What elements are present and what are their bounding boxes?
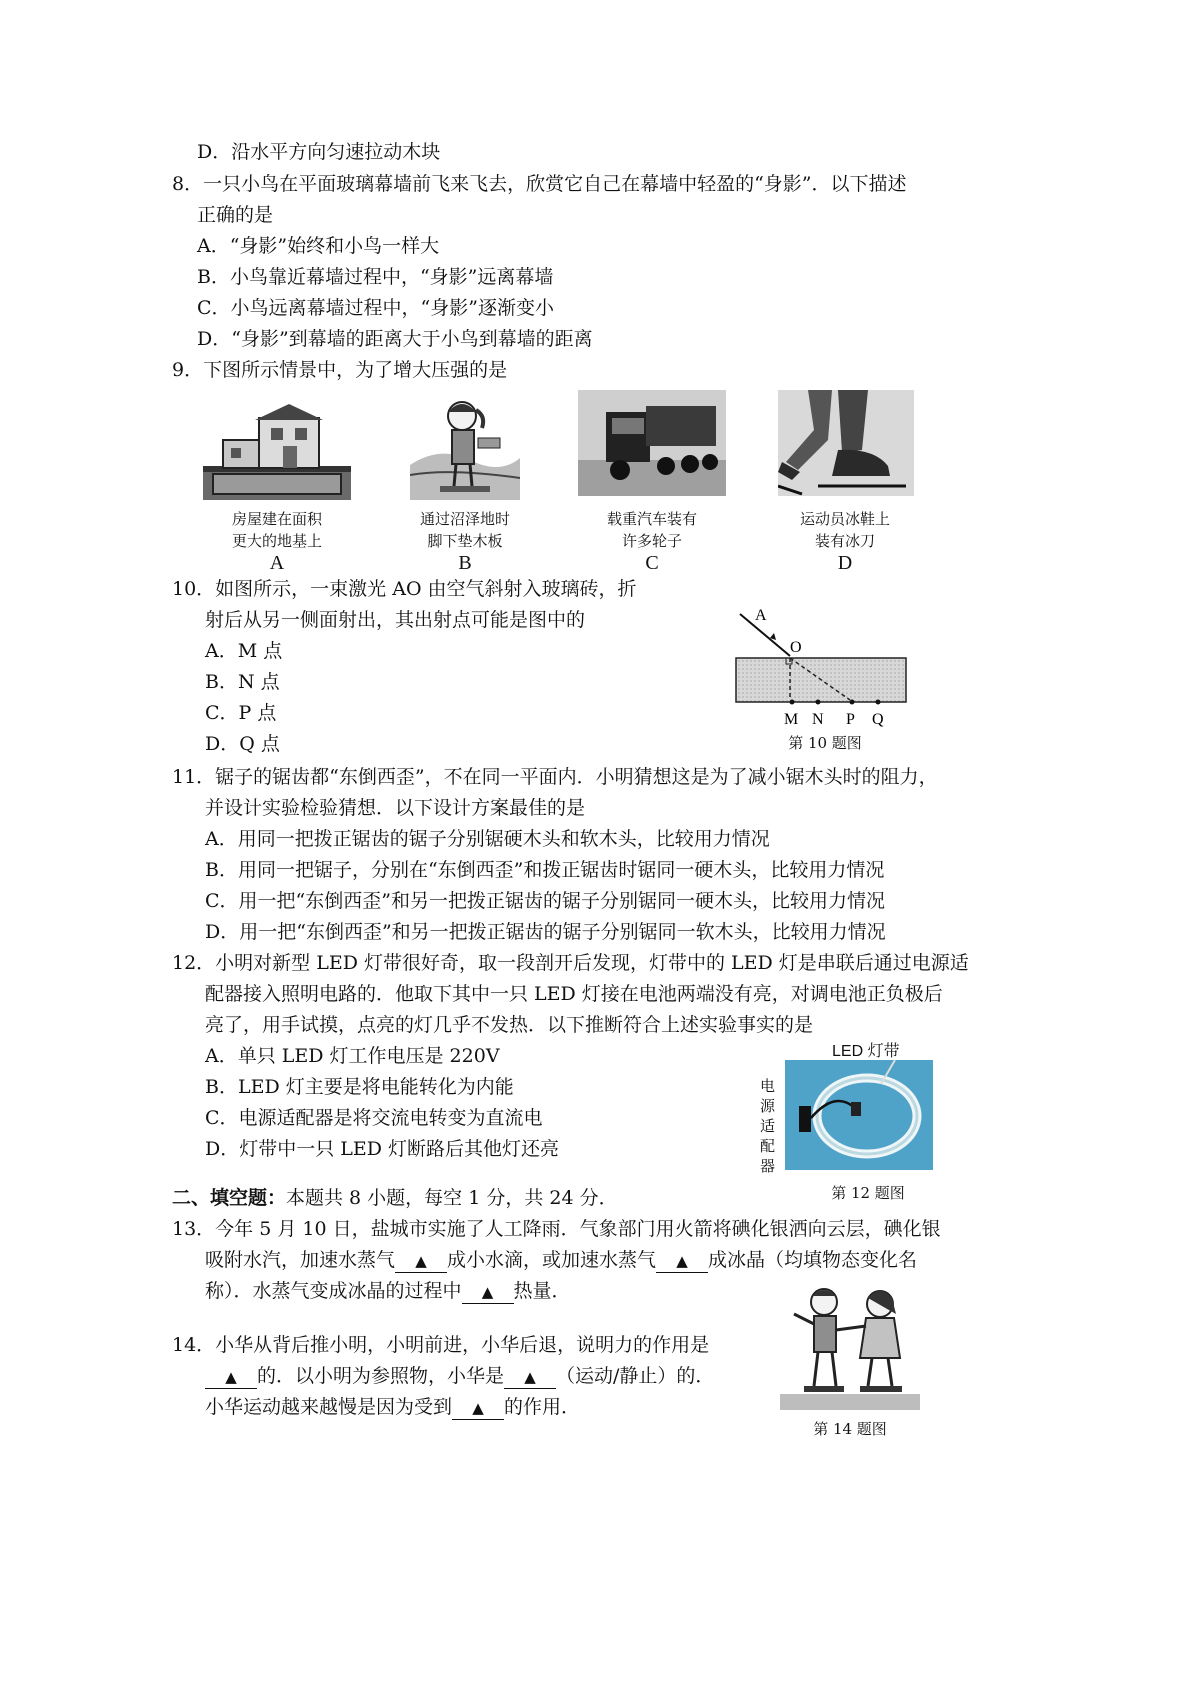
q13-blank-1[interactable] xyxy=(395,1249,447,1273)
q13-blank-2[interactable] xyxy=(656,1249,708,1273)
q9-stem: 9．下图所示情景中，为了增大压强的是 xyxy=(172,359,508,381)
q13-line3-part-a: 称）．水蒸气变成冰晶的过程中 xyxy=(205,1280,462,1302)
q12-option-d: D．灯带中一只 LED 灯断路后其他灯还亮 xyxy=(205,1138,560,1160)
figure-12-caption: 第 12 题图 xyxy=(831,1184,905,1202)
q13-line2 xyxy=(205,1248,917,1273)
q10-option-a: A．M 点 xyxy=(205,640,283,662)
label-a: A xyxy=(755,607,767,624)
q10-option-d: D．Q 点 xyxy=(205,733,280,755)
q11-option-a: A．用同一把拨正锯齿的锯子分别锯硬木头和软木头，比较用力情况 xyxy=(205,828,770,850)
q10-stem-line1: 10．如图所示，一束激光 AO 由空气斜射入玻璃砖，折 xyxy=(172,578,637,600)
q13-blank-3[interactable] xyxy=(462,1280,514,1304)
q14-line1: 14．小华从背后推小明，小明前进，小华后退，说明力的作用是 xyxy=(172,1334,710,1356)
q8-option-c: C．小鸟远离幕墙过程中，“身影”逐渐变小 xyxy=(197,297,554,319)
q14-line3-part-b: 的作用． xyxy=(504,1396,581,1418)
q12-option-a: A．单只 LED 灯工作电压是 220V xyxy=(205,1045,500,1067)
caption-c-line1: 载重汽车装有 xyxy=(606,510,697,528)
caption-d-line2: 装有冰刀 xyxy=(814,532,875,550)
q13-blank-3-mark: ▲ xyxy=(481,1283,494,1301)
q12-option-b: B．LED 灯主要是将电能转化为内能 xyxy=(205,1076,514,1098)
q11-option-b: B．用同一把锯子，分别在“东倒西歪”和拨正锯齿时锯同一硬木头，比较用力情况 xyxy=(205,859,885,881)
label-led-strip: LED 灯带 xyxy=(832,1043,900,1060)
q14-line2-part-a: 的．以小明为参照物，小华是 xyxy=(257,1365,505,1387)
q14-line3 xyxy=(205,1395,580,1420)
figure-14-caption: 第 14 题图 xyxy=(813,1420,887,1438)
q12-stem-line3: 亮了，用手试摸，点亮的灯几乎不发热．以下推断符合上述实验事实的是 xyxy=(205,1014,814,1036)
q11-option-c: C．用一把“东倒西歪”和另一把拨正锯齿的锯子分别锯同一硬木头，比较用力情况 xyxy=(205,890,885,912)
q14-blank-2[interactable] xyxy=(504,1365,556,1389)
caption-a-line1: 房屋建在面积 xyxy=(231,510,322,528)
label-m: M xyxy=(784,711,799,728)
label-n: N xyxy=(812,711,824,728)
option-letter-a: A xyxy=(269,552,285,574)
q11-stem-line1: 11．锯子的锯齿都“东倒西歪”，不在同一平面内．小明猜想这是为了减小锯木头时的阻力， xyxy=(172,766,938,788)
q10-option-c: C．P 点 xyxy=(205,702,277,724)
ice-skate-image xyxy=(778,390,914,496)
q14-blank-2-mark: ▲ xyxy=(524,1368,536,1386)
section-2-desc: 本题共 8 小题，每空 1 分，共 24 分． xyxy=(286,1187,618,1209)
caption-b-line1: 通过沼泽地时 xyxy=(419,510,510,528)
q13-blank-2-mark: ▲ xyxy=(676,1252,688,1270)
figure-10-caption: 第 10 题图 xyxy=(788,734,862,752)
option-letter-b: B xyxy=(458,552,472,574)
q14-line2-part-b: （运动/静止）的． xyxy=(556,1365,715,1387)
q13-line1: 13．今年 5 月 10 日，盐城市实施了人工降雨．气象部门用火箭将碘化银洒向云层，碘化银 xyxy=(172,1218,941,1240)
caption-b-line2: 脚下垫木板 xyxy=(427,532,503,550)
q11-stem-line2: 并设计实验检验猜想．以下设计方案最佳的是 xyxy=(205,797,586,819)
q11-option-d: D．用一把“东倒西歪”和另一把拨正锯齿的锯子分别锯同一软木头，比较用力情况 xyxy=(205,921,886,943)
label-power-adapter: 电源适配器 xyxy=(760,1077,776,1175)
q7-option-d: D．沿水平方向匀速拉动木块 xyxy=(197,141,441,163)
option-letter-d: D xyxy=(837,552,853,574)
section-2-heading xyxy=(172,1186,618,1210)
q13-line3-part-b: 热量． xyxy=(513,1280,571,1302)
label-q: Q xyxy=(872,711,884,728)
caption-c-line2: 许多轮子 xyxy=(621,532,682,550)
section-2-title: 二、填空题： xyxy=(172,1187,287,1209)
q8-stem-line2: 正确的是 xyxy=(197,204,274,226)
q14-blank-3-mark: ▲ xyxy=(472,1399,484,1417)
q12-stem-line2: 配器接入照明电路的．他取下其中一只 LED 灯接在电池两端没有亮，对调电池正负极后 xyxy=(205,983,943,1005)
q13-line3 xyxy=(205,1279,571,1304)
q14-blank-3[interactable] xyxy=(452,1396,504,1420)
girl-board-image xyxy=(410,390,520,500)
truck-image xyxy=(578,390,726,496)
house-foundation-image xyxy=(203,400,351,500)
q8-option-a: A．“身影”始终和小鸟一样大 xyxy=(197,235,440,257)
q14-blank-1-mark: ▲ xyxy=(225,1368,237,1386)
q10-option-b: B．N 点 xyxy=(205,671,280,693)
q13-blank-1-mark: ▲ xyxy=(415,1252,427,1270)
caption-d-line1: 运动员冰鞋上 xyxy=(799,510,890,528)
label-o: O xyxy=(790,639,802,656)
q13-line2-part-b: 成小水滴，或加速水蒸气 xyxy=(447,1249,657,1271)
q8-option-b: B．小鸟靠近幕墙过程中，“身影”远离幕墙 xyxy=(197,266,554,288)
q14-line2 xyxy=(205,1364,714,1389)
q12-option-c: C．电源适配器是将交流电转变为直流电 xyxy=(205,1107,543,1129)
q14-line3-part-a: 小华运动越来越慢是因为受到 xyxy=(205,1396,453,1418)
label-p: P xyxy=(846,711,855,728)
option-letter-c: C xyxy=(645,552,659,574)
q10-stem-line2: 射后从另一侧面射出，其出射点可能是图中的 xyxy=(205,609,586,631)
q14-blank-1[interactable] xyxy=(205,1365,257,1389)
caption-a-line2: 更大的地基上 xyxy=(231,532,322,550)
q8-option-d: D．“身影”到幕墙的距离大于小鸟到幕墙的距离 xyxy=(197,328,593,350)
q12-stem-line1: 12．小明对新型 LED 灯带很好奇，取一段剖开后发现，灯带中的 LED 灯是串联后通过电源适 xyxy=(172,952,969,974)
q13-line2-part-a: 吸附水汽，加速水蒸气 xyxy=(205,1249,396,1271)
q13-line2-part-c: 成冰晶（均填物态变化名 xyxy=(708,1249,918,1271)
kids-skating-image xyxy=(780,1280,920,1410)
q8-stem-line1: 8．一只小鸟在平面玻璃幕墙前飞来飞去，欣赏它自己在幕墙中轻盈的“身影”．以下描述 xyxy=(172,173,907,195)
led-strip-photo xyxy=(785,1060,933,1170)
